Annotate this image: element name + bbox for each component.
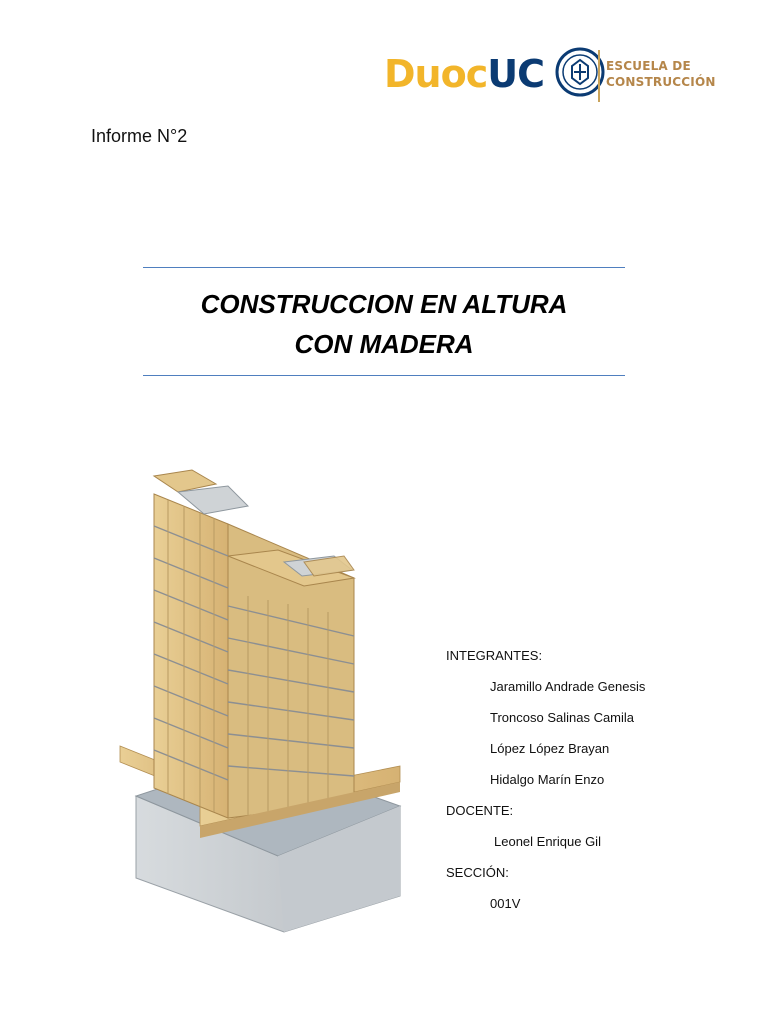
member-item: Jaramillo Andrade Genesis: [490, 679, 646, 694]
teacher-label: DOCENTE:: [446, 803, 514, 818]
logo-school-name: [606, 58, 716, 90]
member-item: Troncoso Salinas Camila: [490, 710, 635, 725]
timber-building-model-image: [108, 466, 404, 934]
document-title: [143, 284, 625, 364]
section-label: SECCIÓN:: [446, 865, 509, 880]
section-value: 001V: [490, 896, 521, 911]
logo-school-line2: CONSTRUCCIÓN: [606, 75, 716, 89]
logo-school-line1: ESCUELA DE: [606, 59, 691, 73]
logo-divider: [598, 50, 600, 102]
logo-duoc-text: Duoc: [384, 52, 488, 96]
title-top-rule: [143, 267, 625, 268]
duoc-uc-logo: [384, 44, 716, 106]
title-line-1: CONSTRUCCION EN ALTURA: [200, 289, 568, 319]
title-bottom-rule: [143, 375, 625, 376]
report-number: Informe N°2: [91, 126, 188, 146]
logo-wordmark: [384, 52, 544, 96]
member-item: Hidalgo Marín Enzo: [490, 772, 605, 787]
members-label: INTEGRANTES:: [446, 648, 543, 663]
member-item: López López Brayan: [490, 741, 610, 756]
teacher-name: Leonel Enrique Gil: [494, 834, 601, 849]
logo-uc-text: UC: [487, 52, 544, 96]
title-line-2: CON MADERA: [294, 329, 474, 359]
